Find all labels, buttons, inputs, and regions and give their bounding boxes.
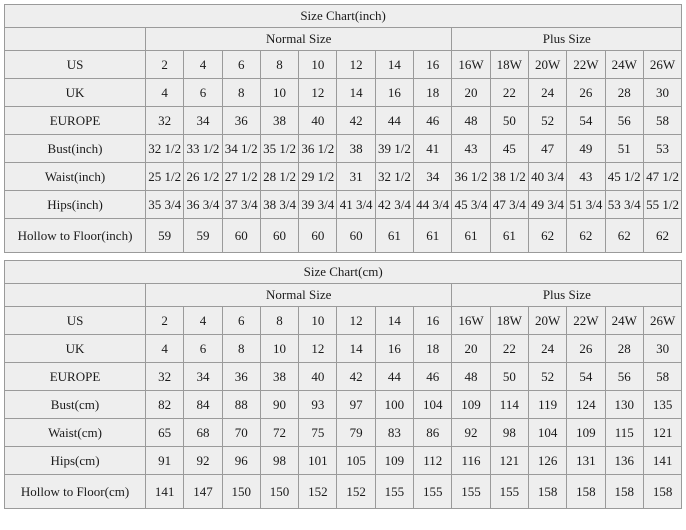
table-cell: 32 [146, 107, 184, 135]
table-cell: 61 [490, 219, 528, 253]
table-cell: 54 [567, 363, 605, 391]
table-cell: 92 [452, 419, 490, 447]
table-cell: 31 [337, 163, 375, 191]
row-label: Hips(cm) [5, 447, 146, 475]
table-cell: 16 [414, 307, 452, 335]
table-cell: 18W [490, 51, 528, 79]
table-row [5, 79, 682, 107]
table-cell: 22 [490, 79, 528, 107]
table-cell: 121 [490, 447, 528, 475]
group-header: Normal Size [146, 28, 452, 51]
row-label: Waist(inch) [5, 163, 146, 191]
table-cell: 6 [184, 335, 222, 363]
table-cell: 38 3/4 [260, 191, 298, 219]
table-cell: 131 [567, 447, 605, 475]
table-cell: 96 [222, 447, 260, 475]
table-cell: 20W [528, 51, 566, 79]
table-cell: 30 [643, 335, 681, 363]
table-cell: 2 [146, 51, 184, 79]
table-cell: 33 1/2 [184, 135, 222, 163]
table-cell: 26W [643, 307, 681, 335]
table-cell: 55 1/2 [643, 191, 681, 219]
table-cell: 6 [184, 79, 222, 107]
table-cell: 4 [146, 335, 184, 363]
table-cell: 47 [528, 135, 566, 163]
table-cell: 91 [146, 447, 184, 475]
table-cell: 88 [222, 391, 260, 419]
row-label: Bust(cm) [5, 391, 146, 419]
table-row [5, 163, 682, 191]
row-label: UK [5, 79, 146, 107]
group-header: Plus Size [452, 284, 682, 307]
table-cell: 36 1/2 [452, 163, 490, 191]
table-cell: 32 [146, 363, 184, 391]
table-cell: 115 [605, 419, 643, 447]
table-cell: 48 [452, 107, 490, 135]
table-cell: 12 [299, 335, 337, 363]
table-cell: 2 [146, 307, 184, 335]
table-cell: 38 [260, 107, 298, 135]
table-cell: 135 [643, 391, 681, 419]
table-cell: 28 1/2 [260, 163, 298, 191]
table-cell: 60 [260, 219, 298, 253]
table-cell: 32 1/2 [146, 135, 184, 163]
table-cell: 152 [299, 475, 337, 509]
size-chart-inch-body [5, 5, 682, 253]
table-cell: 62 [567, 219, 605, 253]
table-cell: 6 [222, 51, 260, 79]
table-cell: 112 [414, 447, 452, 475]
table-cell: 130 [605, 391, 643, 419]
table-cell: 36 [222, 107, 260, 135]
table-cell: 26 [567, 335, 605, 363]
table-cell: 18 [414, 79, 452, 107]
table-cell: 37 3/4 [222, 191, 260, 219]
table-cell: 49 3/4 [528, 191, 566, 219]
table-cell: 90 [260, 391, 298, 419]
table-cell: 82 [146, 391, 184, 419]
chart-group-row [5, 284, 682, 307]
table-cell: 136 [605, 447, 643, 475]
table-cell: 98 [490, 419, 528, 447]
table-cell: 104 [414, 391, 452, 419]
table-cell: 26 1/2 [184, 163, 222, 191]
table-cell: 79 [337, 419, 375, 447]
table-cell: 126 [528, 447, 566, 475]
table-cell: 56 [605, 363, 643, 391]
table-cell: 14 [375, 51, 413, 79]
table-cell: 28 [605, 79, 643, 107]
table-cell: 4 [184, 51, 222, 79]
table-cell: 61 [452, 219, 490, 253]
table-cell: 44 [375, 363, 413, 391]
row-label: Hollow to Floor(inch) [5, 219, 146, 253]
table-row [5, 51, 682, 79]
table-cell: 24 [528, 79, 566, 107]
table-cell: 34 [414, 163, 452, 191]
table-cell: 51 [605, 135, 643, 163]
table-cell: 16W [452, 307, 490, 335]
table-cell: 42 [337, 107, 375, 135]
table-cell: 16 [375, 79, 413, 107]
table-cell: 44 [375, 107, 413, 135]
table-cell: 75 [299, 419, 337, 447]
table-cell: 39 1/2 [375, 135, 413, 163]
table-cell: 92 [184, 447, 222, 475]
table-row [5, 307, 682, 335]
table-cell: 16 [414, 51, 452, 79]
table-cell: 109 [375, 447, 413, 475]
row-label: US [5, 307, 146, 335]
table-cell: 114 [490, 391, 528, 419]
table-cell: 60 [299, 219, 337, 253]
table-cell: 45 3/4 [452, 191, 490, 219]
table-cell: 155 [414, 475, 452, 509]
table-cell: 58 [643, 107, 681, 135]
table-cell: 35 1/2 [260, 135, 298, 163]
table-cell: 62 [528, 219, 566, 253]
table-cell: 34 [184, 363, 222, 391]
chart-title: Size Chart(cm) [5, 261, 682, 284]
table-cell: 40 [299, 363, 337, 391]
table-cell: 12 [299, 79, 337, 107]
table-cell: 24 [528, 335, 566, 363]
table-cell: 38 [337, 135, 375, 163]
table-cell: 61 [414, 219, 452, 253]
table-row [5, 107, 682, 135]
table-cell: 158 [643, 475, 681, 509]
table-cell: 4 [184, 307, 222, 335]
table-cell: 4 [146, 79, 184, 107]
table-cell: 60 [222, 219, 260, 253]
group-row-corner [5, 284, 146, 307]
table-cell: 158 [528, 475, 566, 509]
table-cell: 14 [375, 307, 413, 335]
table-cell: 43 [567, 163, 605, 191]
table-cell: 42 [337, 363, 375, 391]
table-cell: 119 [528, 391, 566, 419]
table-cell: 16 [375, 335, 413, 363]
table-cell: 84 [184, 391, 222, 419]
table-cell: 26 [567, 79, 605, 107]
table-cell: 28 [605, 335, 643, 363]
table-cell: 10 [260, 335, 298, 363]
table-cell: 105 [337, 447, 375, 475]
table-cell: 25 1/2 [146, 163, 184, 191]
table-cell: 40 3/4 [528, 163, 566, 191]
table-row [5, 447, 682, 475]
table-cell: 61 [375, 219, 413, 253]
table-cell: 48 [452, 363, 490, 391]
table-cell: 100 [375, 391, 413, 419]
row-label: Waist(cm) [5, 419, 146, 447]
table-row [5, 475, 682, 509]
table-cell: 47 3/4 [490, 191, 528, 219]
table-cell: 52 [528, 107, 566, 135]
table-cell: 109 [567, 419, 605, 447]
table-row [5, 419, 682, 447]
table-cell: 47 1/2 [643, 163, 681, 191]
table-cell: 36 3/4 [184, 191, 222, 219]
table-cell: 38 1/2 [490, 163, 528, 191]
table-cell: 49 [567, 135, 605, 163]
table-cell: 158 [605, 475, 643, 509]
table-cell: 22 [490, 335, 528, 363]
table-cell: 53 3/4 [605, 191, 643, 219]
table-cell: 52 [528, 363, 566, 391]
table-cell: 8 [222, 79, 260, 107]
table-cell: 44 3/4 [414, 191, 452, 219]
table-cell: 39 3/4 [299, 191, 337, 219]
table-cell: 10 [299, 51, 337, 79]
table-cell: 24W [605, 51, 643, 79]
table-cell: 22W [567, 307, 605, 335]
table-cell: 150 [260, 475, 298, 509]
table-cell: 50 [490, 363, 528, 391]
table-cell: 14 [337, 79, 375, 107]
table-cell: 50 [490, 107, 528, 135]
table-cell: 12 [337, 51, 375, 79]
size-chart-cm-table [4, 260, 682, 509]
table-cell: 51 3/4 [567, 191, 605, 219]
table-cell: 152 [337, 475, 375, 509]
table-cell: 54 [567, 107, 605, 135]
row-label: Hollow to Floor(cm) [5, 475, 146, 509]
table-row [5, 335, 682, 363]
table-cell: 98 [260, 447, 298, 475]
table-cell: 62 [605, 219, 643, 253]
table-cell: 86 [414, 419, 452, 447]
chart-title-row [5, 5, 682, 28]
table-cell: 14 [337, 335, 375, 363]
table-cell: 42 3/4 [375, 191, 413, 219]
table-cell: 18W [490, 307, 528, 335]
group-row-corner [5, 28, 146, 51]
table-cell: 83 [375, 419, 413, 447]
table-cell: 36 1/2 [299, 135, 337, 163]
table-cell: 22W [567, 51, 605, 79]
table-cell: 70 [222, 419, 260, 447]
table-cell: 20W [528, 307, 566, 335]
row-label: Hips(inch) [5, 191, 146, 219]
group-header: Plus Size [452, 28, 682, 51]
table-cell: 41 3/4 [337, 191, 375, 219]
table-cell: 10 [299, 307, 337, 335]
table-cell: 59 [146, 219, 184, 253]
table-cell: 32 1/2 [375, 163, 413, 191]
table-cell: 30 [643, 79, 681, 107]
table-cell: 65 [146, 419, 184, 447]
row-label: Bust(inch) [5, 135, 146, 163]
group-header: Normal Size [146, 284, 452, 307]
size-chart-cm-body [5, 261, 682, 509]
table-cell: 124 [567, 391, 605, 419]
table-row [5, 191, 682, 219]
table-cell: 93 [299, 391, 337, 419]
size-chart-inch-table [4, 4, 682, 253]
table-cell: 150 [222, 475, 260, 509]
table-cell: 38 [260, 363, 298, 391]
table-cell: 20 [452, 79, 490, 107]
table-cell: 26W [643, 51, 681, 79]
table-cell: 58 [643, 363, 681, 391]
table-cell: 121 [643, 419, 681, 447]
table-cell: 10 [260, 79, 298, 107]
table-cell: 24W [605, 307, 643, 335]
table-cell: 29 1/2 [299, 163, 337, 191]
table-cell: 158 [567, 475, 605, 509]
table-cell: 53 [643, 135, 681, 163]
table-cell: 155 [452, 475, 490, 509]
table-cell: 40 [299, 107, 337, 135]
table-row [5, 219, 682, 253]
table-cell: 155 [375, 475, 413, 509]
chart-title: Size Chart(inch) [5, 5, 682, 28]
table-cell: 46 [414, 107, 452, 135]
table-cell: 141 [643, 447, 681, 475]
table-cell: 116 [452, 447, 490, 475]
table-cell: 59 [184, 219, 222, 253]
chart-group-row [5, 28, 682, 51]
row-label: EUROPE [5, 107, 146, 135]
table-cell: 68 [184, 419, 222, 447]
table-cell: 46 [414, 363, 452, 391]
table-cell: 109 [452, 391, 490, 419]
table-cell: 8 [260, 51, 298, 79]
row-label: UK [5, 335, 146, 363]
table-cell: 147 [184, 475, 222, 509]
table-cell: 104 [528, 419, 566, 447]
table-cell: 34 [184, 107, 222, 135]
table-cell: 45 [490, 135, 528, 163]
table-cell: 8 [260, 307, 298, 335]
table-cell: 12 [337, 307, 375, 335]
table-row [5, 363, 682, 391]
table-cell: 8 [222, 335, 260, 363]
table-row [5, 135, 682, 163]
table-cell: 27 1/2 [222, 163, 260, 191]
row-label: US [5, 51, 146, 79]
table-cell: 41 [414, 135, 452, 163]
table-cell: 60 [337, 219, 375, 253]
table-cell: 45 1/2 [605, 163, 643, 191]
chart-title-row [5, 261, 682, 284]
table-cell: 34 1/2 [222, 135, 260, 163]
table-cell: 18 [414, 335, 452, 363]
table-cell: 43 [452, 135, 490, 163]
table-cell: 56 [605, 107, 643, 135]
table-cell: 16W [452, 51, 490, 79]
table-cell: 20 [452, 335, 490, 363]
table-cell: 141 [146, 475, 184, 509]
table-cell: 72 [260, 419, 298, 447]
row-label: EUROPE [5, 363, 146, 391]
table-cell: 97 [337, 391, 375, 419]
table-cell: 155 [490, 475, 528, 509]
table-cell: 101 [299, 447, 337, 475]
table-cell: 6 [222, 307, 260, 335]
table-cell: 36 [222, 363, 260, 391]
table-row [5, 391, 682, 419]
table-cell: 35 3/4 [146, 191, 184, 219]
table-cell: 62 [643, 219, 681, 253]
